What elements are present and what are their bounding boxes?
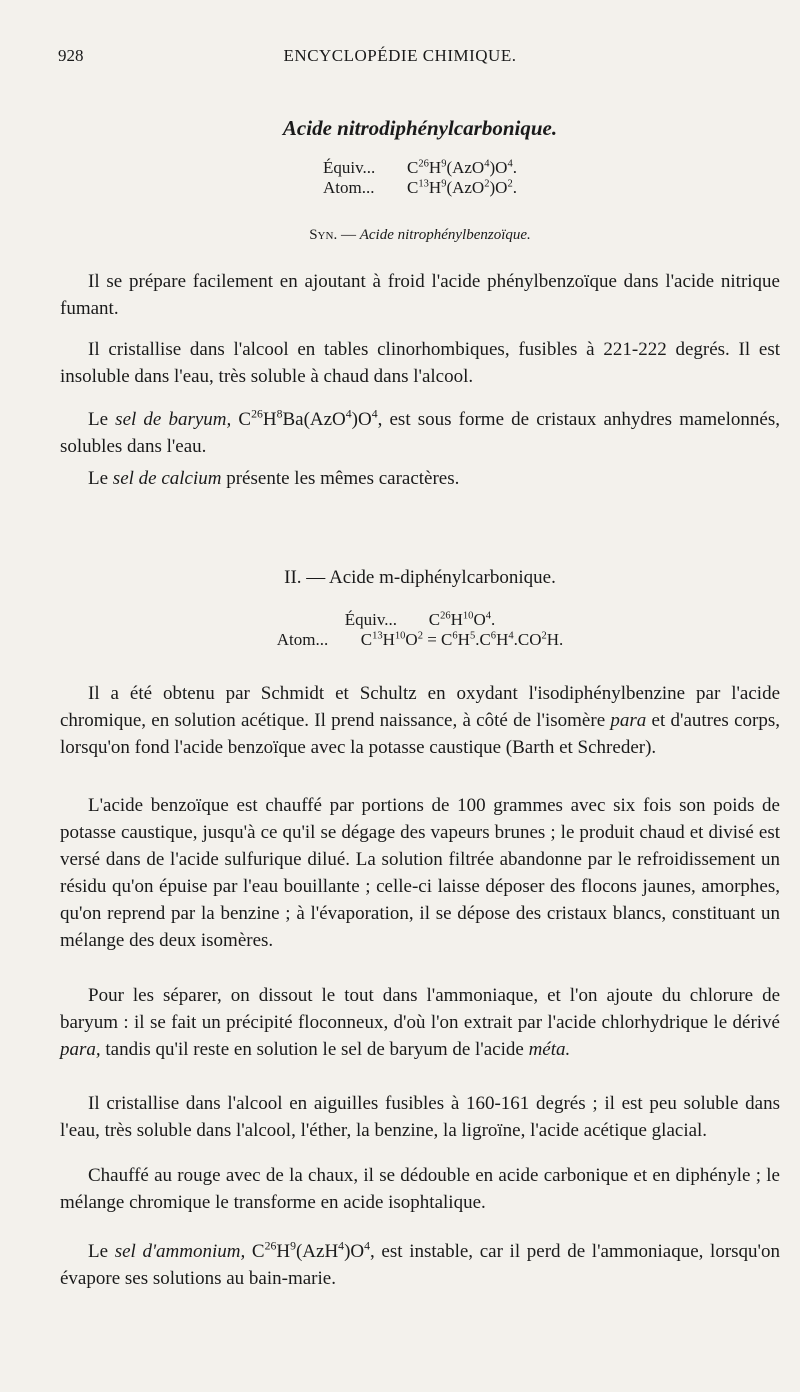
paragraph: Chauffé au rouge avec de la chaux, il se dédouble en acide carbonique et en diphényle ; le mélange chromique le transforme en acide isophtalique. xyxy=(60,1165,780,1213)
text-run: Il a été obtenu par Schmidt et Schultz en oxydant l'isodiphénylbenzine par l'acide chromique, en solution acétique. Il prend naissance, à côté de l'isomère xyxy=(60,683,780,731)
paragraph: Il se prépare facilement en ajoutant à froid l'acide phénylbenzoïque dans l'acide nitrique fumant. xyxy=(60,271,780,319)
paragraph xyxy=(60,680,780,761)
paragraph: Le sel d'ammonium, $C^{26}H^9(AzH^4)O^4$, est instable, car il perd de l'ammoniaque, lorsqu'on évapore ses solutions au bain-marie. xyxy=(60,1239,780,1289)
text-run: , est instable, car il perd de l'ammoniaque, lorsqu'on évapore ses solutions au bain-marie. xyxy=(60,1241,780,1289)
text-run: , est sous forme de cristaux anhydres mamelonnés, solubles dans l'eau. xyxy=(60,409,780,457)
text-run: et d'autres corps, lorsqu'on fond l'acide benzoïque avec la potasse caustique (Barth et Schreder). xyxy=(60,710,780,758)
equiv-formula: Équiv... $C^{26}H^{10}O^4$. xyxy=(344,610,496,629)
section-heading: II. — Acide m-diphénylcarbonique. xyxy=(284,567,556,588)
paragraph xyxy=(60,982,780,1063)
italic-term: sel d'ammonium, xyxy=(114,1241,246,1262)
atom-label: Atom... xyxy=(276,630,329,649)
italic-term: sel de baryum, xyxy=(115,409,232,430)
syn-label: Syn. xyxy=(309,227,338,243)
italic-term: sel de calcium xyxy=(112,468,222,489)
text-run: Le xyxy=(88,409,116,430)
italic-term: méta. xyxy=(528,1039,571,1060)
text-run: présente les mêmes caractères. xyxy=(221,468,460,489)
text-run: Pour les séparer, on dissout le tout dans l'ammoniaque, et l'on ajoute du chlorure de baryum : il se fait un précipité floconneux, d'où l'on extrait par l'acide chlorhydrique le dérivé xyxy=(60,985,780,1033)
formula-block xyxy=(60,158,780,198)
equiv-formula: Équiv... $C^{26}H^9(AzO^4)O^4$. xyxy=(323,158,517,177)
text-run: Le xyxy=(88,1241,115,1262)
paragraph: Il cristallise dans l'alcool en tables clinorhombiques, fusibles à 221-222 degrés. Il est insoluble dans l'eau, très soluble à chaud dans l'alcool. xyxy=(60,339,780,387)
paragraph xyxy=(60,465,780,492)
atom-formula: Atom... $C^{13}H^{10}O^2 = C^6H^5.C^6H^4.CO^2H$. xyxy=(276,630,564,649)
synonym-line xyxy=(60,227,780,244)
syn-dash: — xyxy=(337,227,360,243)
formula-block xyxy=(60,610,780,650)
paragraph: L'acide benzoïque est chauffé par portions de 100 grammes avec six fois son poids de potasse caustique, jusqu'à ce qu'il se dégage des vapeurs brunes ; le produit chaud et divisé est versé dans de l'acide sulfurique dilué. La solution filtrée abandonne par le refroidissement un résidu qu'on épuise par l'eau bouillante ; celle-ci laisse déposer des flocons jaunes, amorphes, qu'on reprend par la benzine ; à l'évaporation, il se dépose des cristaux blancs, constituant un mélange des deux isomères. xyxy=(60,795,780,951)
atom-formula: Atom... $C^{13}H^9(AzO^2)O^2$. xyxy=(323,178,517,197)
section-title: Acide nitrodiphénylcarbonique. xyxy=(282,116,558,140)
paragraph: Le sel de baryum, $C^{26}H^8Ba(AzO^4)O^4$, est sous forme de cristaux anhydres mamelonnés, solubles dans l'eau. xyxy=(60,407,780,457)
italic-term: para, xyxy=(60,1039,101,1060)
text-run: tandis qu'il reste en solution le sel de baryum de l'acide xyxy=(100,1039,529,1060)
equiv-label: Équiv... xyxy=(344,610,398,629)
page-number: 928 xyxy=(58,46,84,65)
page-header xyxy=(0,46,800,70)
running-title: ENCYCLOPÉDIE CHIMIQUE. xyxy=(283,46,517,65)
equiv-label: Équiv... xyxy=(323,158,376,177)
atom-label: Atom... xyxy=(323,178,375,197)
syn-name: Acide nitrophénylbenzoïque. xyxy=(359,227,531,243)
paragraph: Il cristallise dans l'alcool en aiguilles fusibles à 160-161 degrés ; il est peu soluble dans l'eau, très soluble dans l'alcool, l'éther, la benzine, la ligroïne, l'acide acétique glacial. xyxy=(60,1093,780,1141)
text-run: Le xyxy=(88,468,113,489)
italic-term: para xyxy=(610,710,647,731)
